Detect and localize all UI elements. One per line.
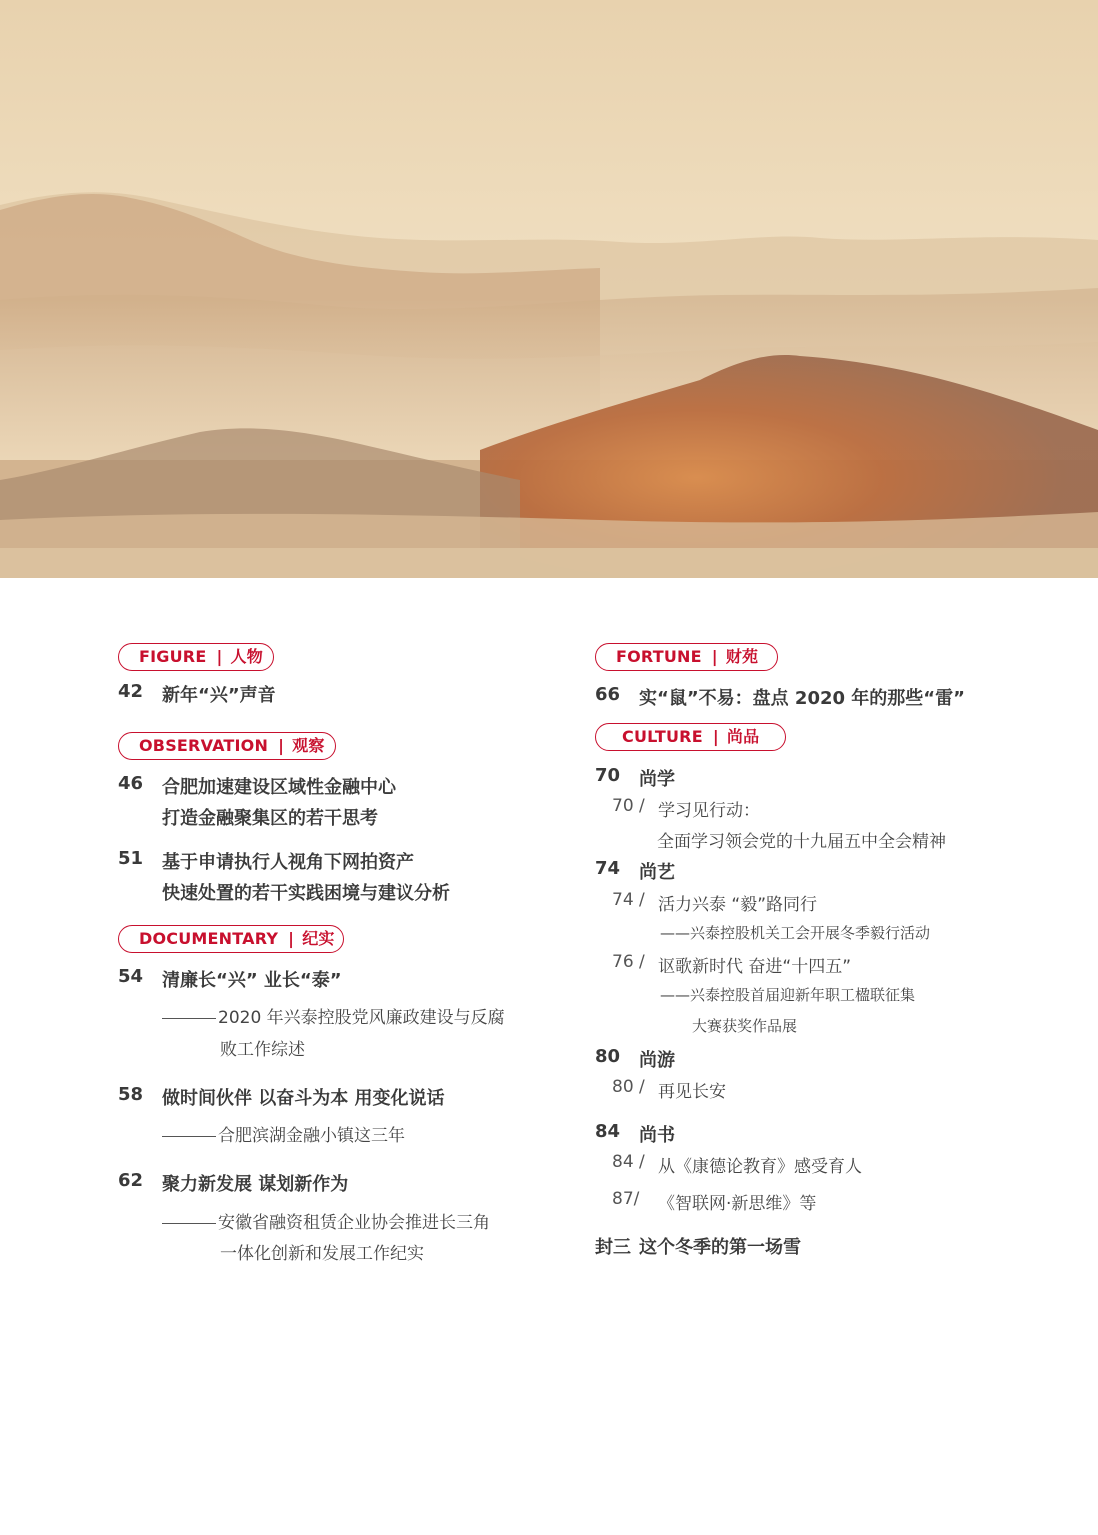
toc-entry-title[interactable]: 做时间伙伴 以奋斗为本 用变化说话 [162,1088,445,1109]
toc-sub-page: 84 / [612,1152,645,1172]
toc-page-number: 80 [595,1046,621,1067]
toc-page-number: 66 [595,684,621,705]
badge-en-label: CULTURE [622,727,703,746]
toc-back-cover-title[interactable]: 这个冬季的第一场雪 [639,1237,801,1258]
toc-sub-page: 87/ [612,1189,640,1209]
toc-page-number: 58 [118,1084,144,1105]
badge-separator: | [712,727,719,746]
toc-sub-title[interactable]: 学习见行动： [658,801,760,821]
toc-group-title[interactable]: 尚游 [639,1050,675,1071]
toc-page-number: 84 [595,1121,621,1142]
badge-cn-label: 观察 [292,736,325,755]
toc-group-title[interactable]: 尚学 [639,769,675,790]
em-dash-rule [162,1136,216,1137]
badge-cn-label: 尚品 [726,727,760,746]
em-dash-rule [162,1223,216,1224]
badge-cn-label: 人物 [230,647,263,666]
toc-sub-caption: ——兴泰控股机关工会开展冬季毅行活动 [660,924,931,942]
toc-entry-title-line2[interactable]: 快速处置的若干实践困境与建议分析 [162,883,450,904]
badge-separator: | [711,647,718,666]
toc-sub-title[interactable]: 活力兴泰 “毅”路同行 [658,895,818,915]
badge-en-label: DOCUMENTARY [139,929,279,948]
toc-page-number: 74 [595,858,621,879]
toc-entry-subtitle [162,1121,405,1146]
subtitle-text: 合肥滨湖金融小镇这三年 [218,1126,405,1146]
toc-entry-title[interactable]: 清廉长“兴” 业长“泰” [162,970,342,991]
toc-page-number: 54 [118,966,144,987]
toc-entry-title[interactable]: 新年“兴”声音 [162,685,276,706]
toc-page-number: 70 [595,765,621,786]
toc-entry-subtitle [162,1003,505,1028]
em-dash-rule [162,1018,216,1019]
subtitle-text: 安徽省融资租赁企业协会推进长三角 [218,1213,490,1233]
toc-group-title[interactable]: 尚艺 [639,862,675,883]
toc-sub-title-line2[interactable]: 全面学习领会党的十九届五中全会精神 [657,832,946,852]
toc-page-number: 46 [118,773,144,794]
toc-sub-page: 76 / [612,952,645,972]
section-badge-culture[interactable] [595,723,786,751]
toc-page-number: 42 [118,681,144,702]
toc-page-number: 62 [118,1170,144,1191]
toc-entry-subtitle [162,1208,490,1233]
toc-entry-title-line2[interactable]: 打造金融聚集区的若干思考 [162,808,378,829]
cover-landscape-image [0,0,1098,578]
misty-mountains-illustration [0,0,1098,578]
badge-separator: | [278,736,285,755]
badge-cn-label: 纪实 [302,929,335,948]
toc-sub-caption-line2: 大赛获奖作品展 [692,1017,798,1035]
toc-sub-page: 80 / [612,1077,645,1097]
badge-en-label: OBSERVATION [139,736,269,755]
toc-page-number: 51 [118,848,144,869]
badge-en-label: FORTUNE [616,647,702,666]
toc-entry-title[interactable]: 基于申请执行人视角下网拍资产 [162,852,414,873]
toc-sub-title[interactable]: 《智联网·新思维》等 [658,1194,817,1214]
toc-entry-title[interactable]: 实“鼠”不易：盘点 2020 年的那些“雷” [639,688,965,709]
section-badge-fortune[interactable] [595,643,778,671]
badge-separator: | [288,929,295,948]
toc-group-title[interactable]: 尚书 [639,1125,675,1146]
toc-sub-title[interactable]: 从《康德论教育》感受育人 [658,1157,862,1177]
section-badge-figure[interactable] [118,643,274,671]
badge-separator: | [216,647,223,666]
toc-sub-page: 70 / [612,796,645,816]
toc-entry-title[interactable]: 聚力新发展 谋划新作为 [162,1174,349,1195]
subtitle-text: 2020 年兴泰控股党风廉政建设与反腐 [218,1008,505,1028]
toc-sub-page: 74 / [612,890,645,910]
section-badge-documentary[interactable] [118,925,344,953]
badge-cn-label: 财苑 [725,647,759,666]
toc-back-cover-label: 封三 [595,1237,631,1258]
toc-sub-title[interactable]: 讴歌新时代 奋进“十四五” [658,957,852,977]
section-badge-observation[interactable] [118,732,336,760]
toc-sub-title[interactable]: 再见长安 [658,1082,726,1102]
toc-entry-subtitle-line2: 一体化创新和发展工作纪实 [220,1244,424,1264]
toc-sub-caption: ——兴泰控股首届迎新年职工楹联征集 [660,986,916,1004]
toc-entry-title[interactable]: 合肥加速建设区域性金融中心 [162,777,396,798]
badge-en-label: FIGURE [139,647,207,666]
toc-entry-subtitle-line2: 败工作综述 [220,1040,305,1060]
